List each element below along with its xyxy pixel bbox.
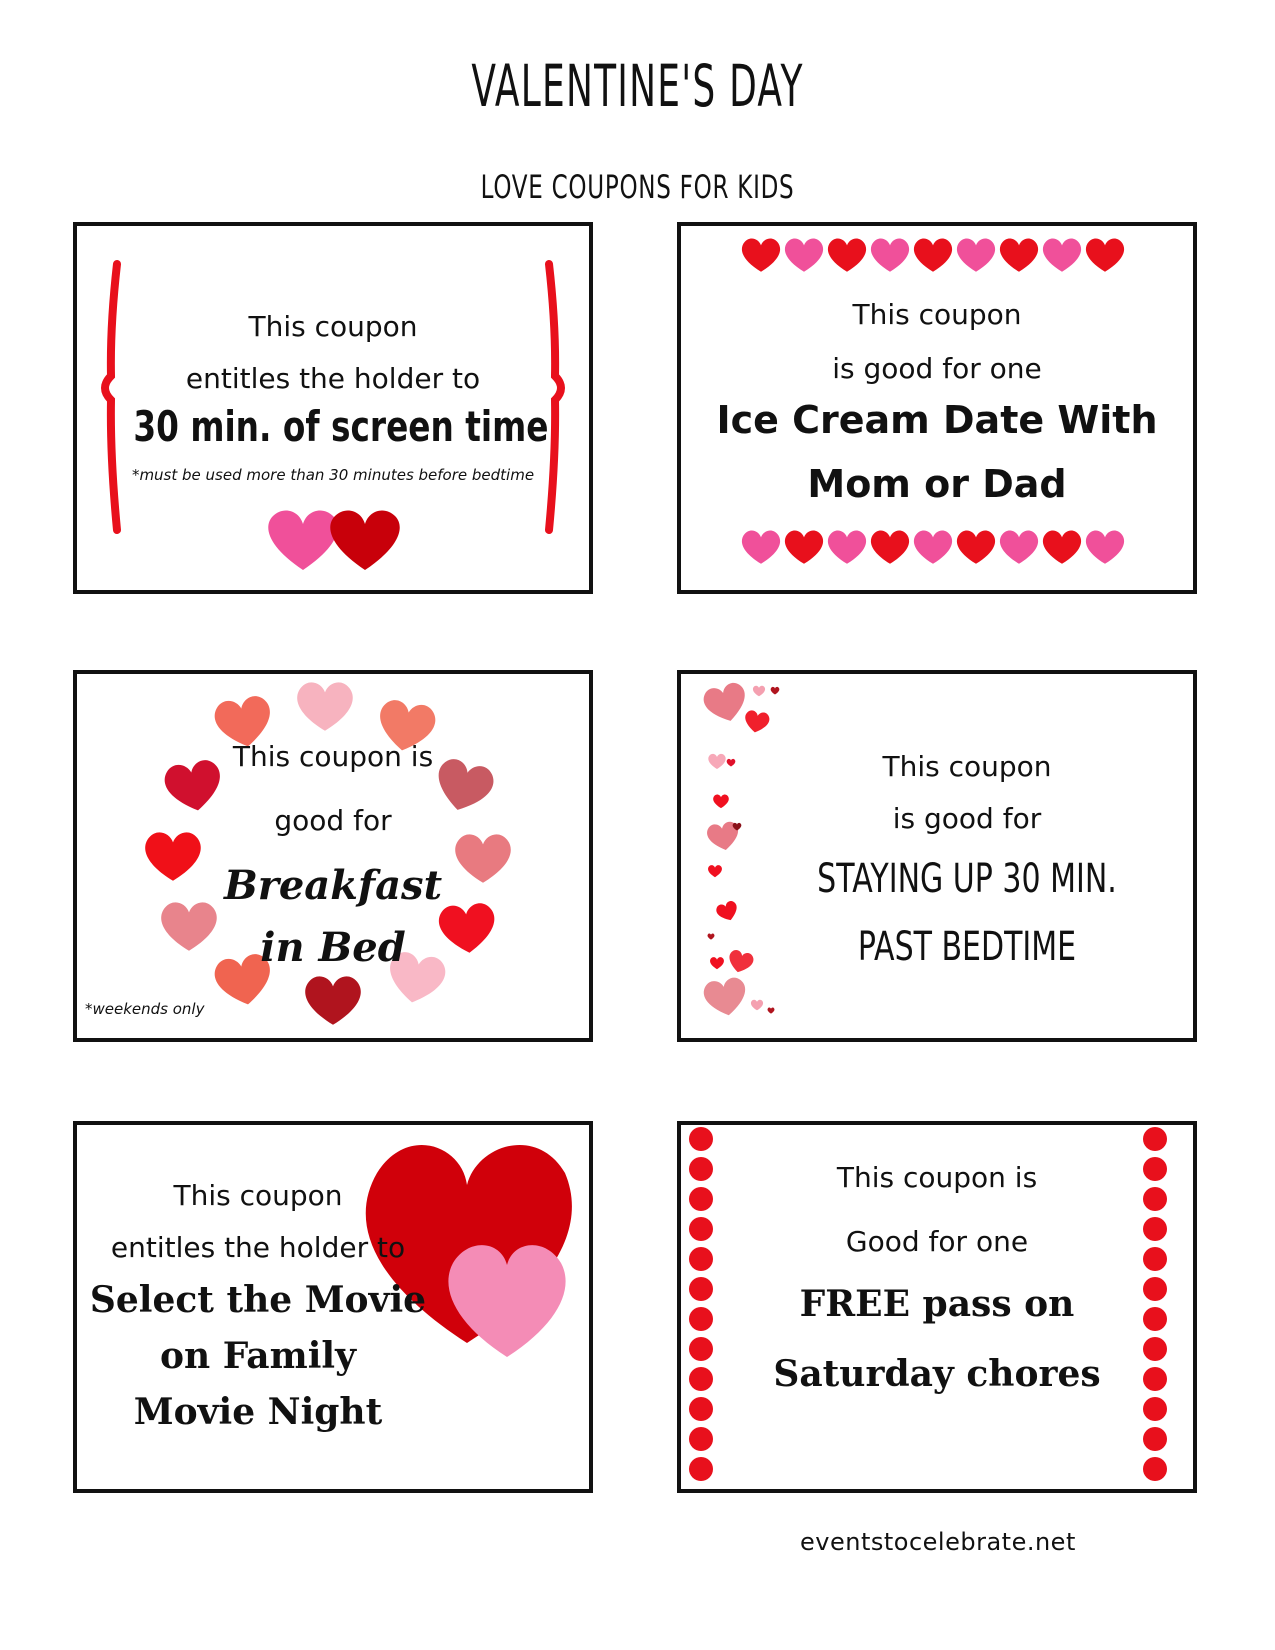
- coupon-offer-2: PAST BEDTIME: [857, 924, 1077, 970]
- heart-ring-decoration: [77, 674, 589, 1038]
- coupon-offer: FREE pass on: [799, 1283, 1075, 1325]
- coupon-chores: [677, 1121, 1197, 1493]
- coupon-line-2: is good for: [892, 802, 1042, 835]
- heart-icon: [701, 680, 751, 726]
- coupon-line-1: This coupon: [173, 1179, 343, 1212]
- coupon-note: *must be used more than 30 minutes before bedtime: [131, 466, 535, 484]
- heart-icon: [708, 934, 715, 940]
- heart-icon: [742, 531, 780, 564]
- coupon-stay-up: [677, 670, 1197, 1042]
- heart-icon: [957, 531, 995, 564]
- coupon-screen-time: [73, 222, 593, 594]
- heart-icon: [708, 754, 725, 769]
- dot-icon: [689, 1457, 713, 1481]
- heart-icon: [914, 239, 952, 272]
- heart-icon: [828, 531, 866, 564]
- coupon-line-1: This coupon: [882, 750, 1052, 783]
- heart-icon: [1086, 239, 1124, 272]
- coupon-offer: Ice Cream Date With: [716, 398, 1158, 442]
- coupon-offer: 30 min. of screen time: [133, 402, 549, 451]
- coupon-offer-2: on Family: [160, 1335, 356, 1377]
- dot-icon: [1143, 1457, 1167, 1481]
- heart-icon: [957, 239, 995, 272]
- coupon-offer-2: Mom or Dad: [807, 462, 1067, 506]
- dot-icon: [1143, 1397, 1167, 1421]
- heart-icon: [785, 239, 823, 272]
- heart-icon: [1086, 531, 1124, 564]
- heart-icon: [753, 686, 765, 697]
- heart-icon: [713, 794, 729, 808]
- heart-icon: [702, 976, 749, 1019]
- heart-icon: [1000, 239, 1038, 272]
- coupon-breakfast: [73, 670, 593, 1042]
- coupon-line-1: This coupon: [852, 298, 1022, 331]
- coupon-line-1: This coupon: [248, 310, 418, 343]
- coupon-offer: STAYING UP 30 MIN.: [817, 856, 1117, 902]
- page-title: VALENTINE'S DAY: [471, 52, 804, 120]
- heart-icon: [1000, 531, 1038, 564]
- heart-icon: [751, 1000, 763, 1011]
- coupon-line-2: good for: [274, 804, 392, 837]
- heart-icon: [871, 239, 909, 272]
- heart-icon: [914, 531, 952, 564]
- site-url: eventstocelebrate.net: [800, 1528, 1076, 1556]
- heart-icon: [305, 976, 361, 1024]
- coupon-line-2: is good for one: [832, 352, 1042, 385]
- coupon-offer: Select the Movie: [89, 1279, 427, 1321]
- coupon-offer-3: Movie Night: [133, 1391, 383, 1433]
- heart-icon: [742, 239, 780, 272]
- coupon-line-2: Good for one: [845, 1225, 1029, 1258]
- dot-icon: [1143, 1427, 1167, 1451]
- coupon-ice-cream: [677, 222, 1197, 594]
- heart-icon: [715, 900, 741, 924]
- heart-icon: [726, 949, 755, 976]
- heart-icon: [708, 865, 722, 877]
- page-subtitle: LOVE COUPONS FOR KIDS: [480, 168, 795, 206]
- heart-icon: [710, 957, 724, 969]
- coupon-line-1: This coupon is: [232, 740, 434, 773]
- coupon-movie-night: [73, 1121, 593, 1493]
- dot-icon: [1143, 1127, 1167, 1151]
- heart-icon: [771, 687, 780, 695]
- coupon-line-2: entitles the holder to: [185, 362, 481, 395]
- coupon-offer: Breakfast: [223, 862, 443, 909]
- heart-icon: [828, 239, 866, 272]
- coupon-offer-2: in Bed: [260, 924, 406, 971]
- coupon-line-2: entitles the holder to: [110, 1231, 406, 1264]
- heart-icon: [743, 709, 771, 734]
- dot-icon: [689, 1427, 713, 1451]
- dot-icon: [689, 1397, 713, 1421]
- heart-icon: [1043, 239, 1081, 272]
- coupon-note: *weekends only: [85, 1000, 205, 1018]
- heart-icon: [297, 682, 353, 730]
- heart-icon: [768, 1008, 775, 1014]
- heart-icon: [1043, 531, 1081, 564]
- coupon-line-1: This coupon is: [836, 1161, 1038, 1194]
- heart-icon: [727, 759, 736, 767]
- dot-icon: [689, 1127, 713, 1151]
- coupon-offer-2: Saturday chores: [773, 1353, 1101, 1395]
- heart-icon: [785, 531, 823, 564]
- heart-icon: [871, 531, 909, 564]
